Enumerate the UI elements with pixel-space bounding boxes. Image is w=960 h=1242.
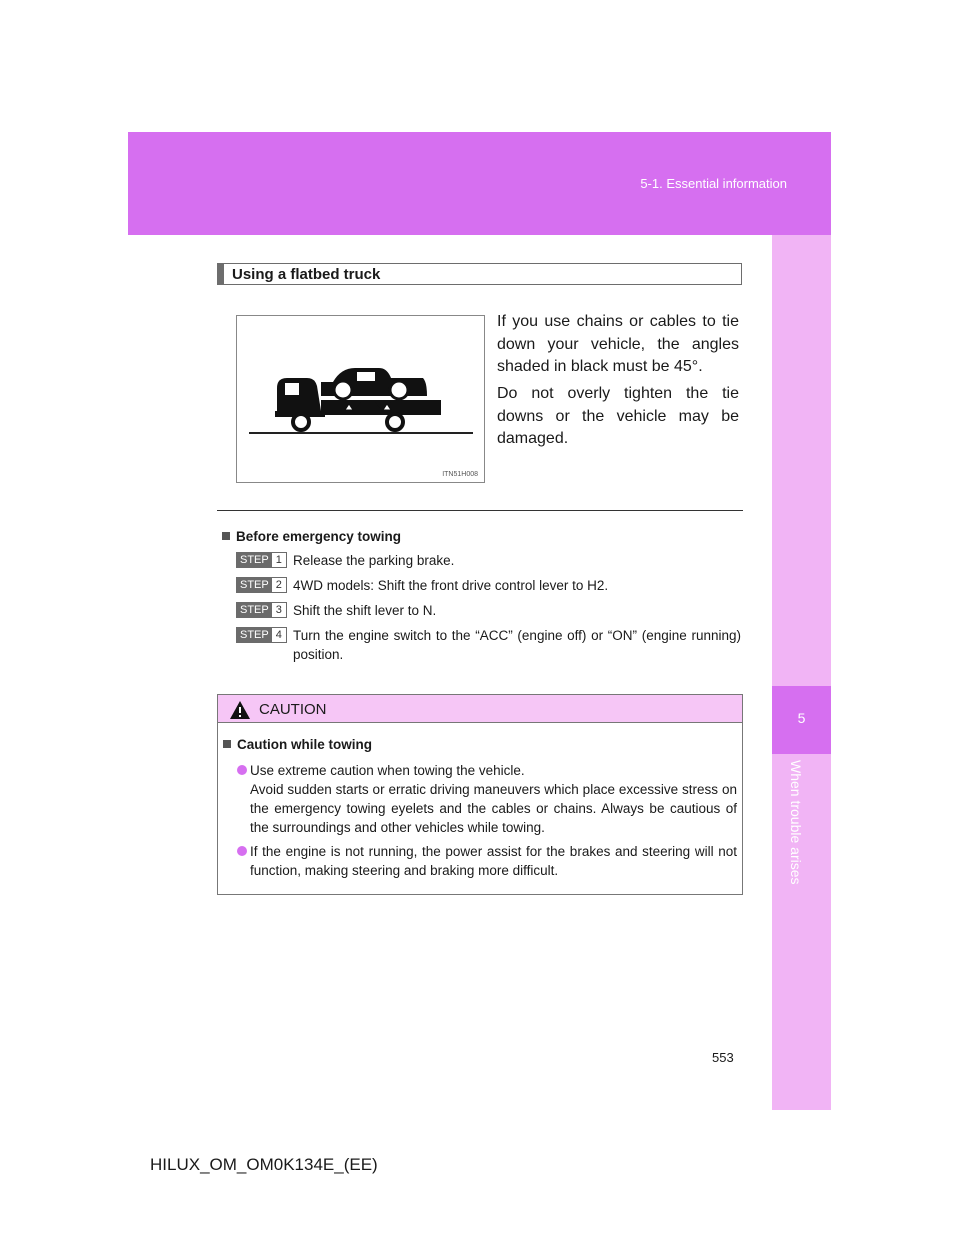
caution-item: Use extreme caution when towing the vehicle. Avoid sudden starts or erratic driving maneuvers which place excessive stress on the emergency towing eyelets and the cables or chains. Always be cautious of the surroundings and other vehicles while towing.: [237, 761, 737, 837]
step-badge: STEP 3: [236, 602, 287, 618]
section-divider: [217, 510, 743, 511]
description-paragraph: Do not overly tighten the tie downs or the vehicle may be damaged.: [497, 385, 739, 447]
step-text: Shift the shift lever to N.: [293, 603, 437, 618]
step-item: [236, 601, 741, 620]
figure-code: ITN51H008: [442, 471, 478, 478]
breadcrumb: 5-1. Essential information: [640, 176, 787, 191]
square-bullet-icon: [222, 532, 230, 540]
step-item: [236, 626, 741, 664]
page-number: 553: [712, 1050, 734, 1065]
section-title: Using a flatbed truck: [232, 266, 381, 283]
step-text: Release the parking brake.: [293, 553, 455, 568]
chapter-label-tab: [772, 754, 831, 914]
step-text: Turn the engine switch to the “ACC” (engine off) or “ON” (engine running) position.: [293, 628, 741, 662]
chapter-side-tab: [772, 235, 831, 1110]
chapter-label: When trouble arises: [788, 760, 804, 885]
header-band: [128, 132, 831, 235]
step-text: 4WD models: Shift the front drive control lever to H2.: [293, 578, 609, 593]
chapter-number: 5: [797, 710, 806, 726]
flatbed-truck-figure: [236, 315, 485, 483]
footer-code: HILUX_OM_OM0K134E_(EE): [150, 1155, 378, 1174]
step-badge: STEP 2: [236, 577, 287, 593]
caution-header: [218, 695, 742, 723]
step-badge: STEP 4: [236, 627, 287, 643]
chapter-number-tab: [772, 686, 831, 754]
towing-heading: Before emergency towing: [222, 529, 401, 544]
square-bullet-icon: [223, 740, 231, 748]
description-paragraph: If you use chains or cables to tie down your vehicle, the angles shaded in black must be 45°.: [497, 313, 739, 375]
step-item: [236, 551, 741, 570]
warning-triangle-icon: [230, 701, 250, 719]
caution-heading: Caution while towing: [223, 737, 372, 752]
flatbed-truck-illustration: [237, 316, 486, 484]
step-item: [236, 576, 741, 595]
caution-title: CAUTION: [259, 701, 327, 718]
section-title-bar: [217, 263, 742, 285]
round-bullet-icon: [237, 846, 247, 856]
caution-box: [217, 694, 743, 895]
round-bullet-icon: [237, 765, 247, 775]
step-badge: STEP 1: [236, 552, 287, 568]
section-title-marker: [218, 264, 224, 284]
caution-item: If the engine is not running, the power assist for the brakes and steering will not function, making steering and braking more difficult.: [237, 842, 737, 880]
